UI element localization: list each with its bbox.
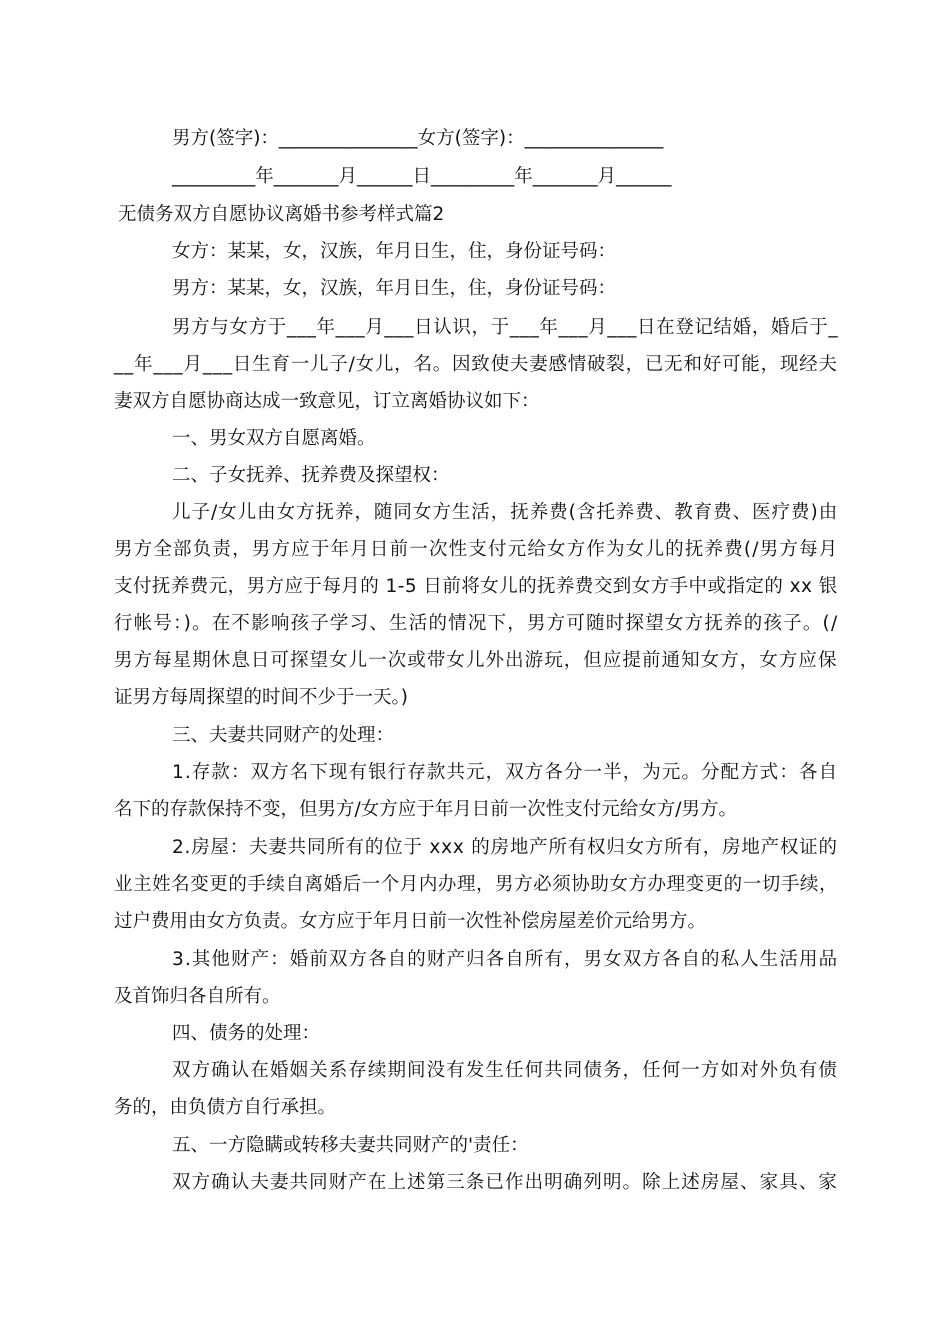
paragraph-line: 五、一方隐瞒或转移夫妻共同财产的'责任： <box>172 1135 529 1156</box>
paragraph-line: 一、男女双方自愿离婚。 <box>172 428 376 449</box>
paragraph-line: 行帐号：)。在不影响孩子学习、生活的情况下，男方可随时探望女方抚养的孩子。(/ <box>114 613 839 634</box>
paragraph-line: 务的，由负债方自行承担。 <box>114 1097 337 1118</box>
paragraph-line: 双方确认在婚姻关系存续期间没有发生任何共同债务，任何一方如对外负有债 <box>172 1060 839 1081</box>
paragraph-line: 男方与女方于___年___月___日认识，于___年___月___日在登记结婚，婚后于_ <box>172 317 839 338</box>
date-line: _________年_______月______日_________年_______月______ <box>172 166 672 187</box>
section-title: 无债务双方自愿协议离婚书参考样式篇2 <box>118 204 445 225</box>
paragraph-line: 1.存款：双方名下现有银行存款共元，双方各分一半，为元。分配方式：各自 <box>172 762 839 783</box>
paragraph-line: 双方确认夫妻共同财产在上述第三条已作出明确列明。除上述房屋、家具、家 <box>172 1172 839 1193</box>
paragraph-line: 证男方每周探望的时间不少于一天。) <box>114 687 408 708</box>
paragraph-line: 四、债务的处理： <box>172 1023 321 1044</box>
paragraph-line: 及首饰归各自所有。 <box>114 986 281 1007</box>
paragraph-line: 名下的存款保持不变，但男方/女方应于年月日前一次性支付元给女方/男方。 <box>114 799 737 820</box>
paragraph-line: 妻双方自愿协商达成一致意见，订立离婚协议如下： <box>114 391 540 412</box>
paragraph-line: 男方全部负责，男方应于年月日前一次性支付元给女方作为女儿的抚养费(/男方每月 <box>114 539 839 560</box>
paragraph-line: 支付抚养费元，男方应于每月的 1-5 日前将女儿的抚养费交到女方手中或指定的 xx 银 <box>114 576 838 597</box>
paragraph-line: 儿子/女儿由女方抚养，随同女方生活，抚养费(含托养费、教育费、医疗费)由 <box>172 502 839 523</box>
signature-line: 男方(签字)：_______________女方(签字)：_______________ <box>172 128 664 149</box>
paragraph-line: 女方：某某，女，汉族，年月日生，住，身份证号码： <box>172 241 617 262</box>
paragraph-line: 男方：某某，女，汉族，年月日生，住，身份证号码： <box>172 278 617 299</box>
paragraph-line: 2.房屋：夫妻共同所有的位于 xxx 的房地产所有权归女方所有，房地产权证的 <box>172 837 838 858</box>
paragraph-line: 过户费用由女方负责。女方应于年月日前一次性补偿房屋差价元给男方。 <box>114 911 707 932</box>
paragraph-line: 男方每星期休息日可探望女儿一次或带女儿外出游玩，但应提前通知女方，女方应保 <box>114 650 838 671</box>
paragraph-line: 三、夫妻共同财产的处理： <box>172 725 395 746</box>
paragraph-line: __年___月___日生育一儿子/女儿，名。因致使夫妻感情破裂，已无和好可能，现经夫 <box>114 354 838 375</box>
paragraph-line: 3.其他财产：婚前双方各自的财产归各自所有，男女双方各自的私人生活用品 <box>172 949 839 970</box>
paragraph-line: 业主姓名变更的手续自离婚后一个月内办理，男方必须协助女方办理变更的一切手续， <box>114 874 839 895</box>
paragraph-line: 二、子女抚养、抚养费及探望权： <box>172 465 450 486</box>
